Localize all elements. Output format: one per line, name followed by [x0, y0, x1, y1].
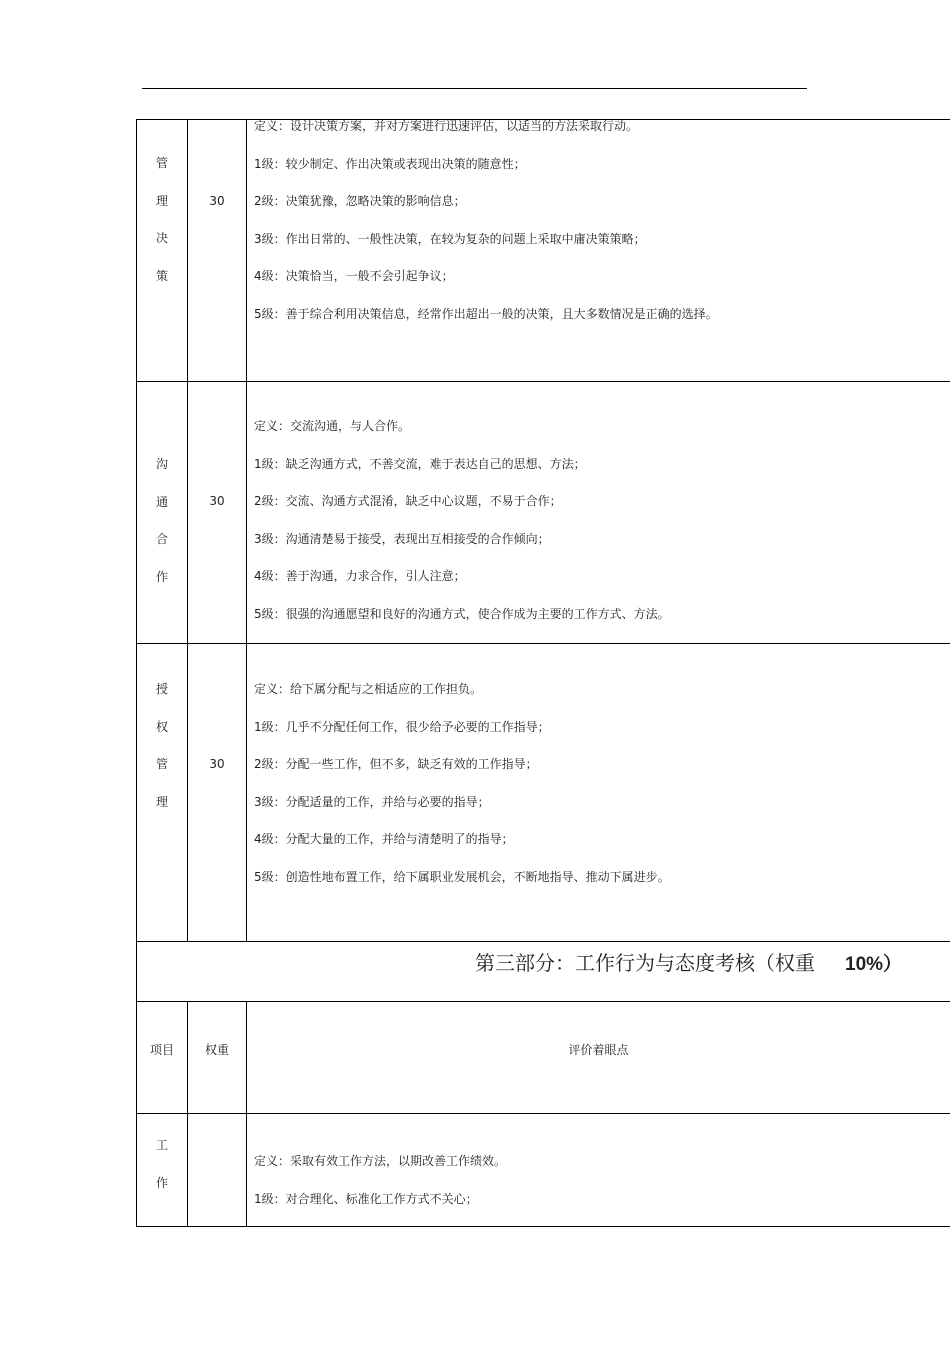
level-line: 5级：很强的沟通愿望和良好的沟通方式，使合作成为主要的工作方式、方法。 — [254, 606, 670, 621]
weight-cell — [188, 644, 247, 941]
header-weight-cell — [188, 1002, 247, 1113]
level-line: 4级：决策恰当，一般不会引起争议； — [254, 269, 454, 284]
definition-line: 定义：交流沟通，与人合作。 — [254, 419, 411, 433]
item-cell — [137, 644, 188, 941]
row-work-method — [136, 1114, 950, 1227]
weight-cell — [188, 1114, 247, 1226]
header-item-cell — [137, 1002, 188, 1113]
weight-cell — [188, 382, 247, 643]
description-lines — [254, 682, 950, 908]
header-weight: 权重 — [204, 1043, 229, 1057]
level-line: 3级：沟通清楚易于接受，表现出互相接受的合作倾向； — [254, 531, 550, 546]
level-line: 3级：作出日常的、一般性决策，在较为复杂的问题上采取中庸决策策略； — [254, 231, 646, 246]
row-delegation — [136, 644, 950, 942]
item-cell — [137, 382, 188, 643]
part3-title: 第三部分：工作行为与态度考核（权重 10%） — [475, 951, 903, 975]
level-line: 4级：善于沟通，力求合作，引人注意； — [254, 569, 466, 584]
item-cell — [137, 120, 188, 381]
description-cell — [247, 644, 950, 941]
level-line: 2级：分配一些工作，但不多，缺乏有效的工作指导； — [254, 757, 538, 772]
description-cell — [247, 1114, 950, 1226]
item-name: 沟 通 合 作 — [155, 457, 168, 584]
level-line: 2级：决策犹豫，忽略决策的影响信息； — [254, 194, 466, 209]
description-cell — [247, 382, 950, 643]
item-name: 授 权 管 理 — [155, 682, 168, 809]
item-name: 工 作 — [155, 1138, 168, 1190]
row-management-decision — [136, 120, 950, 382]
definition-line: 定义：设计决策方案，并对方案进行迅速评估，以适当的方法采取行动。 — [254, 119, 639, 133]
level-line: 5级：创造性地布置工作，给下属职业发展机会，不断地指导、推动下属进步。 — [254, 869, 670, 884]
item-name: 管 理 决 策 — [155, 156, 168, 283]
level-line: 1级：缺乏沟通方式，不善交流，难于表达自己的思想、方法； — [254, 456, 586, 471]
description-lines — [254, 1154, 950, 1229]
weight-value: 30 — [209, 494, 225, 508]
part3-weight: 10%） — [845, 954, 903, 975]
level-line: 1级：较少制定、作出决策或表现出决策的随意性； — [254, 156, 526, 171]
page-top-rule — [142, 88, 807, 89]
item-cell — [137, 1114, 188, 1226]
level-line: 5级：善于综合利用决策信息，经常作出超出一般的决策，且大多数情况是正确的选择。 — [254, 306, 718, 321]
header-row — [136, 1002, 950, 1114]
level-line: 2级：交流、沟通方式混淆，缺乏中心议题，不易于合作； — [254, 494, 562, 509]
level-line: 3级：分配适量的工作，并给与必要的指导； — [254, 794, 490, 809]
weight-cell — [188, 120, 247, 381]
definition-line: 定义：采取有效工作方法，以期改善工作绩效。 — [254, 1154, 507, 1168]
level-line: 1级：对合理化、标准化工作方式不关心； — [254, 1191, 478, 1206]
level-line: 4级：分配大量的工作，并给与清楚明了的指导； — [254, 832, 514, 847]
weight-value: 30 — [209, 194, 225, 208]
row-communication — [136, 382, 950, 644]
header-item: 项目 — [149, 1043, 174, 1057]
weight-value: 30 — [209, 757, 225, 771]
part3-title-row — [136, 942, 950, 1002]
description-cell — [247, 120, 950, 381]
evaluation-table — [136, 119, 950, 1227]
header-points: 评价着眼点 — [568, 1043, 629, 1057]
description-lines — [254, 119, 950, 345]
level-line: 1级：几乎不分配任何工作，很少给予必要的工作指导； — [254, 719, 550, 734]
definition-line: 定义：给下属分配与之相适应的工作担负。 — [254, 682, 483, 696]
description-lines — [254, 419, 950, 645]
header-points-cell — [247, 1002, 950, 1113]
